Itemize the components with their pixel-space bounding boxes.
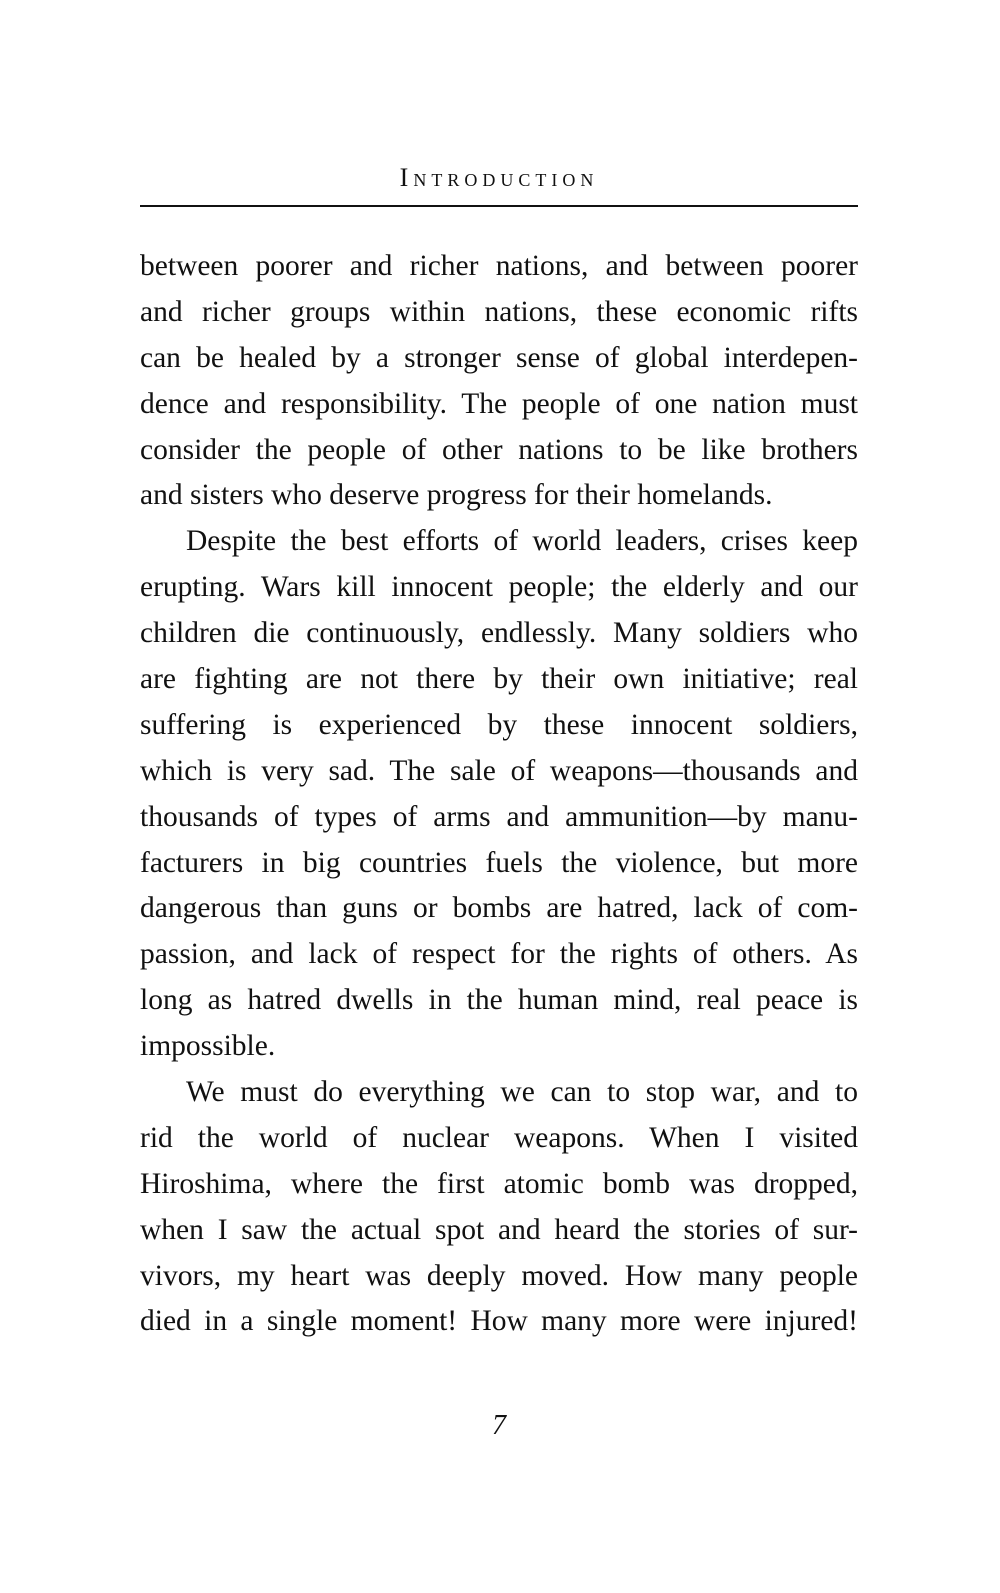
text-line: when I saw the actual spot and heard the stories of sur- [140,1213,858,1246]
text-line: are fighting are not there by their own initiative; real [140,663,858,696]
text-line: and richer groups within nations, these economic rifts [140,295,858,328]
text-line: between poorer and richer nations, and between poorer [140,250,858,282]
text-line: died in a single moment! How many more were injured! [140,1305,858,1338]
page-number: 7 [492,1410,506,1441]
running-head: Introduction [399,163,599,192]
header-rule [140,205,858,207]
text-line: passion, and lack of respect for the rights of others. As [140,938,858,971]
text-line: which is very sad. The sale of weapons—thousands and [140,754,858,787]
text-line: erupting. Wars kill innocent people; the elderly and our [140,571,858,604]
paragraph-3 [140,1070,858,1345]
text-line: Despite the best efforts of world leaders, crises keep [186,525,858,558]
text-line: children die continuously, endlessly. Many soldiers who [140,617,858,650]
text-line: dence and responsibility. The people of one nation must [140,387,858,420]
text-line: facturers in big countries fuels the violence, but more [140,846,858,879]
paragraph-2 [140,519,858,1070]
text-line: consider the people of other nations to be like brothers [140,433,858,466]
text-line: thousands of types of arms and ammunition—by manu- [140,800,858,833]
paragraph-1 [140,244,858,519]
text-line: dangerous than guns or bombs are hatred, lack of com- [140,892,858,925]
text-line: can be healed by a stronger sense of global interdepen- [140,341,858,374]
text-line: long as hatred dwells in the human mind, real peace is [140,984,858,1017]
text-line: vivors, my heart was deeply moved. How many people [140,1259,858,1292]
text-line: impossible. [140,1030,276,1063]
text-line: suffering is experienced by these innocent soldiers, [140,708,858,741]
text-line: rid the world of nuclear weapons. When I visited [140,1121,858,1154]
text-line: We must do everything we can to stop war, and to [186,1076,858,1109]
body-text [140,244,858,1345]
text-line: and sisters who deserve progress for their homelands. [140,479,773,512]
text-line: Hiroshima, where the first atomic bomb was dropped, [140,1167,858,1200]
